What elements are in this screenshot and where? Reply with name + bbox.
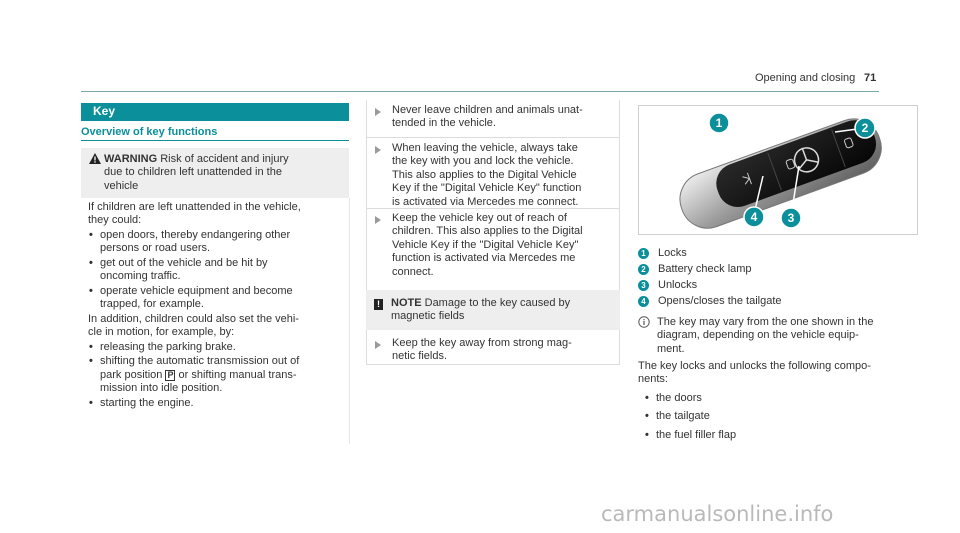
text-line: connect.: [392, 265, 434, 278]
legend-label: Battery check lamp: [658, 263, 752, 275]
divider: [366, 208, 620, 209]
section-title: Opening and closing: [755, 72, 856, 84]
callout-2: [855, 118, 875, 138]
legend-label: Unlocks: [658, 279, 698, 291]
step-text: [392, 337, 612, 364]
legend-label: Locks: [658, 247, 687, 259]
legend-number-badge: 1: [638, 248, 649, 259]
text-line: The key may vary from the one shown in the: [657, 316, 874, 328]
text-line: children. This also applies to the Digital: [392, 225, 583, 238]
warning-line: Risk of accident and injury: [160, 153, 289, 165]
text-line: • starting the engine.: [100, 396, 194, 409]
column-divider: [349, 198, 350, 444]
list-item: • the tailgate: [644, 410, 904, 423]
list-item: [88, 341, 346, 354]
text-line: nents:: [638, 373, 668, 386]
note-exclamation-icon: !: [374, 299, 383, 310]
overview-title: Overview of key functions: [81, 126, 218, 138]
text-line: Never leave children and animals unat-: [392, 104, 583, 116]
text-line: cle in motion, for example, by:: [88, 326, 235, 339]
callout-4-label: 4: [750, 210, 758, 224]
text-line: Keep the key away from strong mag-: [392, 337, 572, 349]
text-fragment: or shifting manual trans-: [178, 368, 297, 381]
key-heading-bar: [81, 103, 349, 121]
step-text: [392, 142, 612, 209]
overview-rule: [81, 140, 349, 141]
step-arrow-icon: [375, 146, 381, 154]
text-fragment: Damage to the key caused by: [424, 297, 571, 309]
watermark: carmanualsonline.info: [601, 502, 834, 526]
list-item: • the fuel filler flap: [644, 429, 904, 442]
text-line: they could:: [88, 214, 142, 227]
legend-number-badge: 3: [638, 280, 649, 291]
text-line: magnetic fields: [391, 310, 465, 323]
header-rule: [81, 91, 879, 92]
text-line: In addition, children could also set the vehi-: [88, 313, 299, 325]
info-icon: [638, 316, 650, 328]
list-item: [88, 285, 346, 312]
info-text: [657, 316, 907, 356]
components-intro: [638, 360, 908, 387]
list-item: [88, 355, 346, 395]
car-key-illustration: [639, 106, 917, 234]
addition-text: [88, 313, 346, 340]
step-arrow-icon: [375, 108, 381, 116]
step-text: [392, 212, 612, 279]
callout-1: [709, 113, 729, 133]
components-list: [644, 392, 904, 442]
callout-4: [744, 207, 764, 227]
park-position-icon: P: [167, 369, 174, 380]
warning-text: [104, 153, 344, 193]
text-line: tended in the vehicle.: [392, 117, 496, 130]
legend-number-badge: 4: [638, 296, 649, 307]
box-border: [619, 100, 620, 290]
text-line: persons or road users.: [100, 242, 211, 255]
warning-triangle-icon: [89, 153, 101, 164]
text-line: • shifting the automatic transmission out of: [100, 355, 300, 368]
callout-3: [781, 208, 801, 228]
step-text: [392, 104, 612, 131]
text-line: If children are left unattended in the vehicle,: [88, 201, 301, 213]
text-line: When leaving the vehicle, always take: [392, 142, 578, 154]
text-line: the key with you and lock the vehicle.: [392, 155, 574, 168]
text-line: Vehicle Key if the "Digital Vehicle Key": [392, 238, 579, 251]
divider: [366, 137, 620, 138]
legend-label: Opens/closes the tailgate: [658, 295, 782, 307]
callout-3-label: 3: [787, 211, 795, 225]
key-figure: [638, 105, 918, 235]
list-item: [88, 257, 346, 284]
callout-2-label: 2: [861, 121, 869, 135]
text-line: • get out of the vehicle and be hit by: [100, 256, 268, 269]
warning-line: due to children left unattended in the: [104, 166, 282, 179]
warning-line: vehicle: [104, 179, 139, 192]
text-line: function is activated via Mercedes me: [392, 252, 576, 265]
text-fragment: park position: [100, 368, 163, 381]
key-heading: Key: [93, 104, 116, 118]
legend-number-badge: 2: [638, 264, 649, 275]
box-border: [619, 330, 620, 364]
text-line: Keep the vehicle key out of reach of: [392, 212, 567, 224]
text-line: [100, 369, 346, 382]
motion-list: [88, 341, 346, 410]
text-line: diagram, depending on the vehicle equip-: [657, 329, 859, 342]
text-line: • operate vehicle equipment and become: [100, 284, 293, 297]
box-border: [366, 100, 367, 290]
callout-1-label: 1: [715, 116, 723, 130]
text-line: This also applies to the Digital Vehicle: [392, 168, 577, 181]
step-arrow-icon: [375, 216, 381, 224]
risk-list: [88, 229, 346, 311]
note-label: NOTE: [391, 297, 422, 309]
text-line: ment.: [657, 342, 685, 355]
box-border: [366, 364, 620, 365]
page-number: 71: [864, 72, 877, 84]
text-line: Key if the "Digital Vehicle Key" function: [392, 182, 582, 195]
box-border: [366, 330, 367, 364]
step-arrow-icon: [375, 341, 381, 349]
text-line: • releasing the parking brake.: [100, 341, 236, 353]
text-line: The key locks and unlocks the following compo-: [638, 360, 871, 372]
text-line: netic fields.: [392, 350, 448, 363]
text-line: • open doors, thereby endangering other: [100, 229, 291, 241]
list-item: [88, 229, 346, 256]
note-text: [391, 297, 613, 324]
text-line: mission into idle position.: [100, 382, 223, 395]
text-line: is activated via Mercedes me connect.: [392, 195, 579, 208]
list-item: [88, 397, 346, 410]
warning-label: WARNING: [104, 153, 158, 165]
intro-text: [88, 201, 346, 228]
text-line: trapped, for example.: [100, 298, 204, 311]
text-line: oncoming traffic.: [100, 270, 181, 283]
list-item: • the doors: [644, 392, 904, 405]
